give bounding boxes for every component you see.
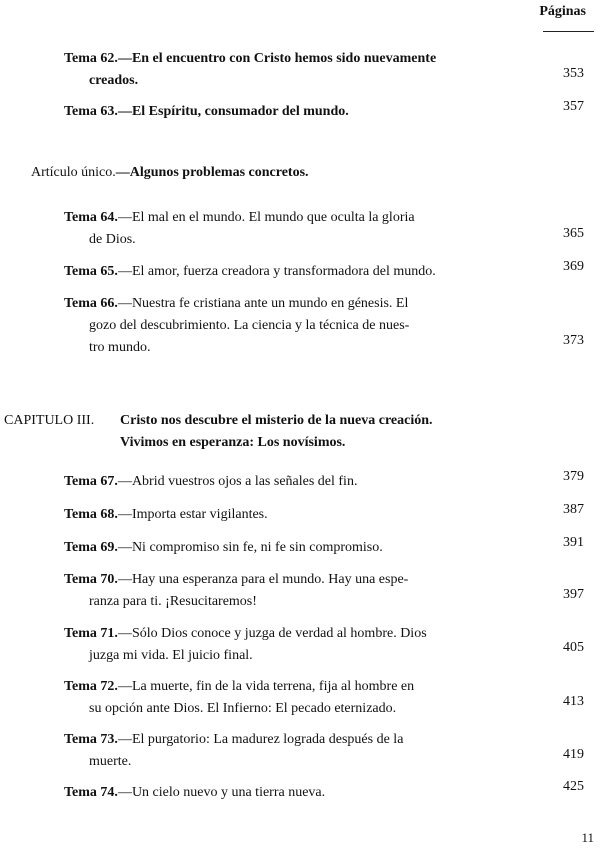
entry-page-number: 425 (563, 779, 584, 794)
entry-title: —El amor, fuerza creadora y transformadora del mundo. (117, 264, 436, 279)
entry-title-continued: creados. (89, 73, 139, 88)
entry-page-number: 391 (563, 535, 584, 550)
entry-page-number: 373 (563, 333, 584, 348)
entry-page-number: 397 (563, 587, 584, 602)
entry-title-continued: ranza para ti. ¡Resucitaremos! (89, 594, 257, 609)
entry-title: —Ni compromiso sin fe, ni fe sin compromiso. (117, 540, 383, 555)
entry-title: —Sólo Dios conoce y juzga de verdad al hombre. Dios (117, 626, 427, 641)
entry-title: —El Espíritu, consumador del mundo. (117, 104, 349, 119)
index-entry-tema-62 (64, 48, 476, 92)
entry-title: —El mal en el mundo. El mundo que oculta la gloria (117, 210, 415, 225)
entry-title-continued: gozo del descubrimiento. La ciencia y la técnica de nues- (89, 318, 410, 333)
entry-label: Tema 69. (64, 540, 118, 555)
index-entry-tema-70 (64, 569, 476, 613)
entry-label: Tema 68. (64, 507, 118, 522)
index-entry-tema-68 (64, 504, 476, 526)
entry-page-number: 419 (563, 747, 584, 762)
index-entry-tema-72 (64, 676, 476, 720)
capitulo-title-line: Vivimos en esperanza: Los novísimos. (120, 435, 346, 450)
entry-label: Tema 63. (64, 104, 118, 119)
entry-title: —Hay una esperanza para el mundo. Hay una espe- (117, 572, 409, 587)
index-entry-tema-65 (64, 261, 476, 283)
articulo-title: —Algunos problemas concretos. (115, 165, 309, 180)
capitulo-label: CAPITULO III. (4, 413, 95, 428)
entry-label: Tema 66. (64, 296, 118, 311)
entry-label: Tema 67. (64, 474, 118, 489)
index-entry-tema-71 (64, 623, 476, 667)
entry-page-number: 369 (563, 259, 584, 274)
entry-label: Tema 73. (64, 732, 118, 747)
entry-title: —En el encuentro con Cristo hemos sido nuevamente (117, 51, 437, 66)
paginas-column-header: Páginas (539, 4, 586, 19)
paginas-underline (543, 31, 594, 32)
articulo-heading (31, 162, 309, 184)
entry-title-continued: muerte. (89, 754, 132, 769)
entry-label: Tema 62. (64, 51, 118, 66)
index-entry-tema-63 (64, 101, 476, 123)
index-entry-tema-67 (64, 471, 476, 493)
entry-label: Tema 71. (64, 626, 118, 641)
entry-label: Tema 74. (64, 785, 118, 800)
entry-title: —Abrid vuestros ojos a las señales del fin. (117, 474, 358, 489)
index-entry-tema-73 (64, 729, 476, 773)
index-entry-tema-69 (64, 537, 476, 559)
entry-title: —Importa estar vigilantes. (117, 507, 268, 522)
entry-title-continued: de Dios. (89, 232, 136, 247)
entry-label: Tema 64. (64, 210, 118, 225)
entry-label: Tema 72. (64, 679, 118, 694)
entry-title: —El purgatorio: La madurez lograda después de la (117, 732, 404, 747)
entry-title-continued: juzga mi vida. El juicio final. (89, 648, 253, 663)
articulo-label: Artículo único. (31, 165, 116, 180)
entry-label: Tema 70. (64, 572, 118, 587)
index-entry-tema-74 (64, 782, 476, 804)
entry-title: —Un cielo nuevo y una tierra nueva. (117, 785, 326, 800)
entry-page-number: 405 (563, 640, 584, 655)
entry-page-number: 413 (563, 694, 584, 709)
entry-title-continued: tro mundo. (89, 340, 151, 355)
index-entry-tema-66 (64, 293, 476, 359)
entry-title: —La muerte, fin de la vida terrena, fija al hombre en (117, 679, 415, 694)
entry-page-number: 357 (563, 99, 584, 114)
entry-page-number: 379 (563, 469, 584, 484)
folio-page-number: 11 (581, 830, 594, 845)
entry-page-number: 365 (563, 226, 584, 241)
capitulo-title-line: Cristo nos descubre el misterio de la nueva creación. (120, 413, 433, 428)
entry-title-continued: su opción ante Dios. El Infierno: El pecado eternizado. (89, 701, 397, 716)
entry-label: Tema 65. (64, 264, 118, 279)
entry-page-number: 353 (563, 66, 584, 81)
index-entry-tema-64 (64, 207, 476, 251)
capitulo-title (120, 410, 480, 454)
entry-page-number: 387 (563, 502, 584, 517)
entry-title: —Nuestra fe cristiana ante un mundo en génesis. El (117, 296, 409, 311)
